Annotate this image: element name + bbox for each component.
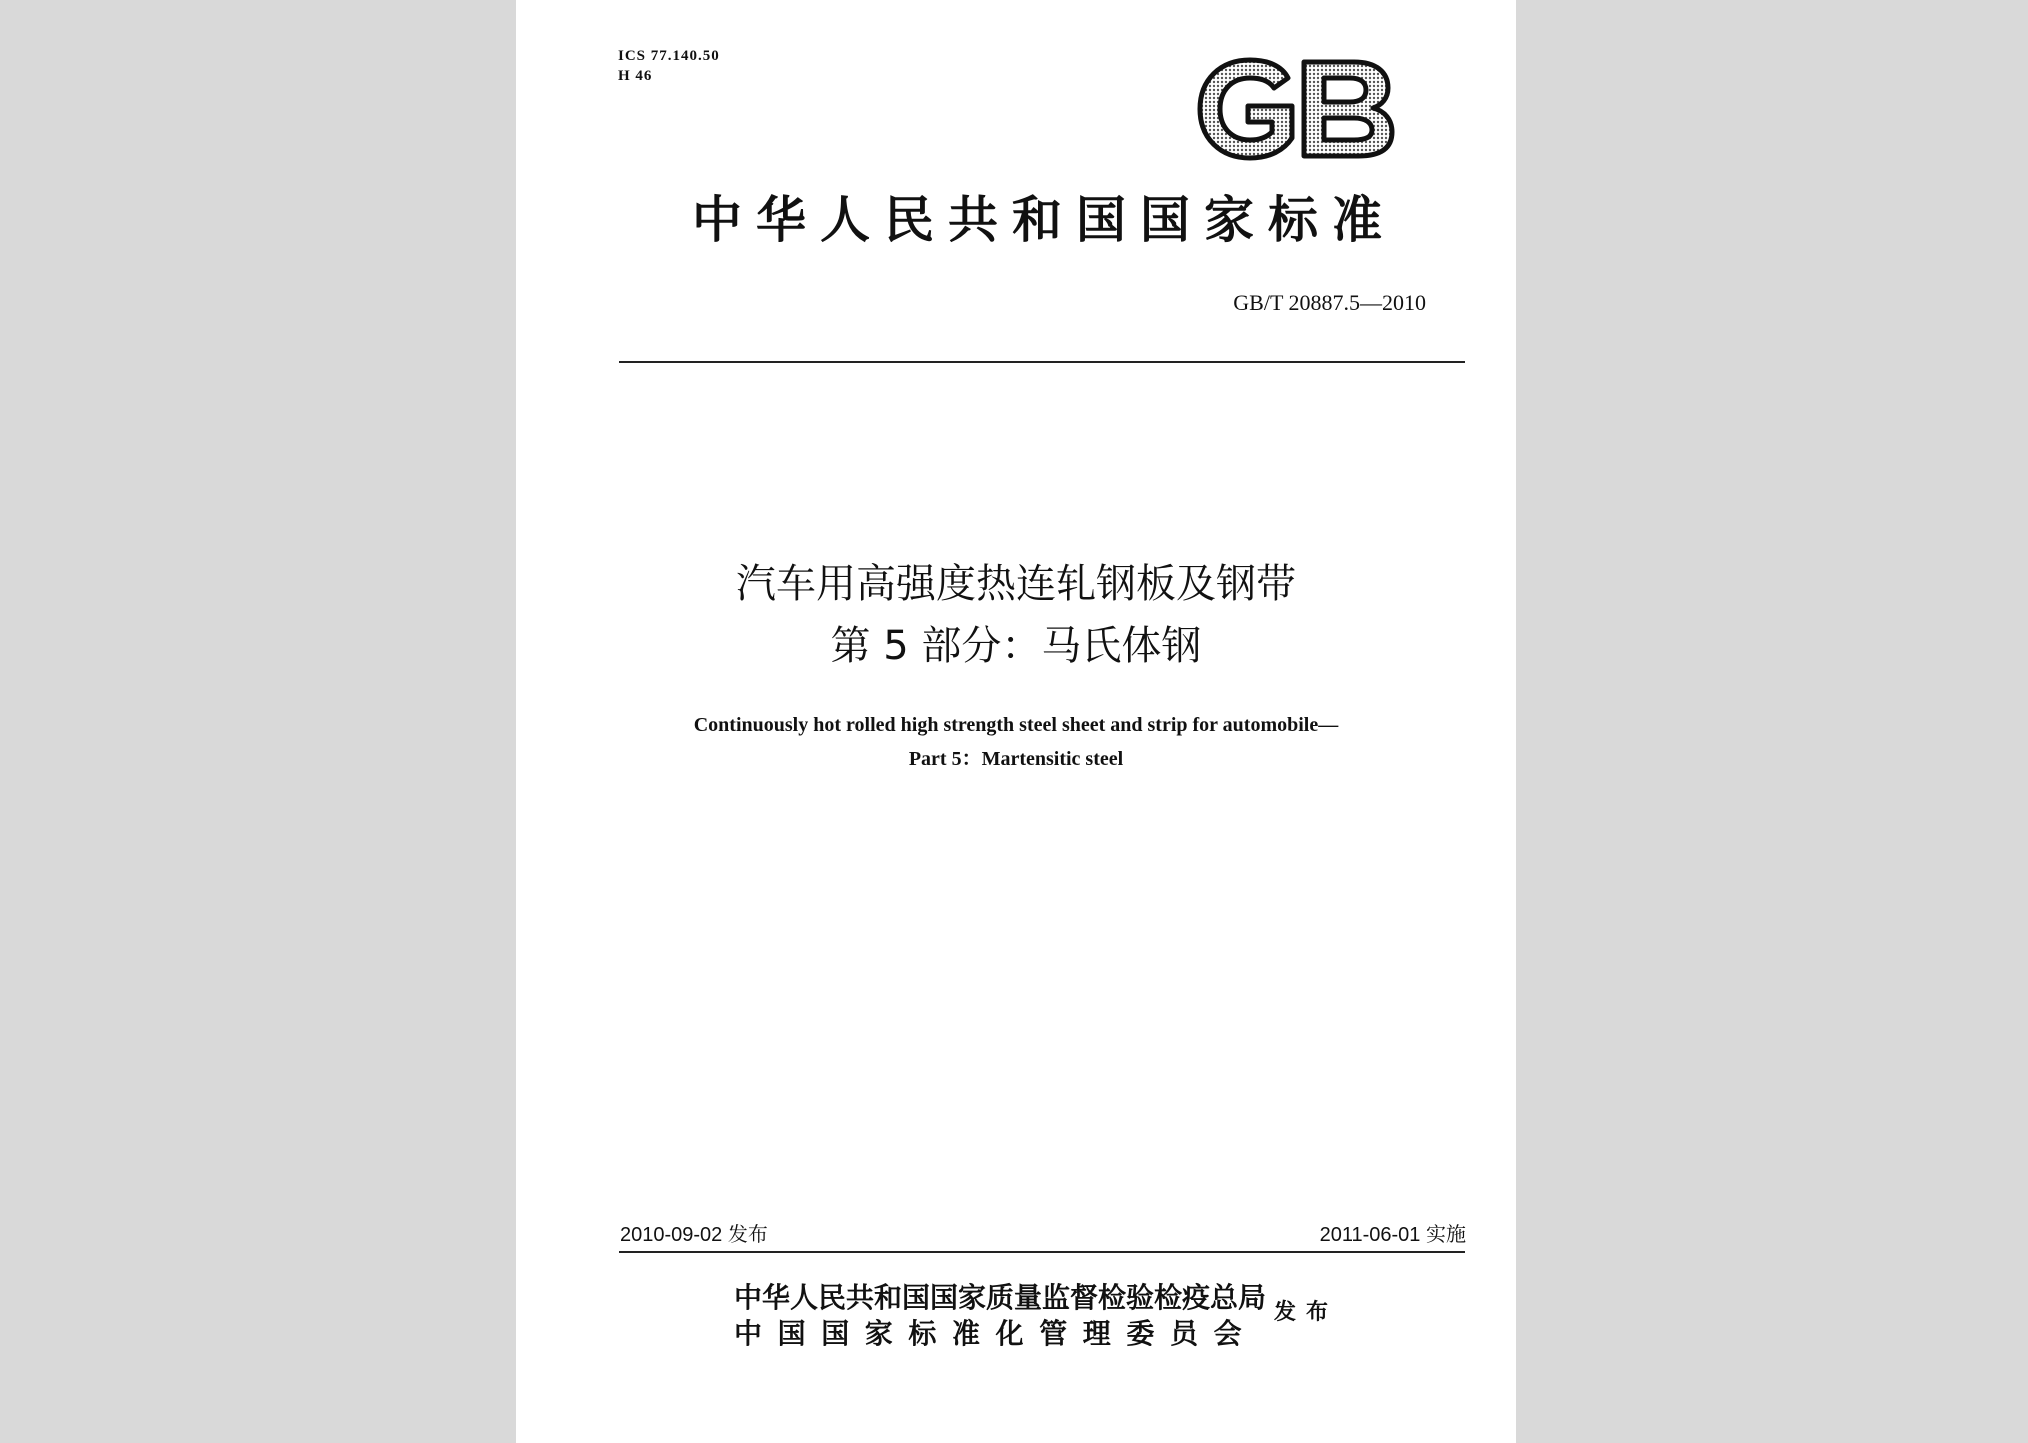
issuer-aqsiq: 中华人民共和国国家质量监督检验检疫总局 xyxy=(734,1281,1267,1314)
standard-number: GB/T 20887.5—2010 xyxy=(1233,290,1426,315)
footer-divider xyxy=(619,1251,1465,1253)
title-cn-line1: 汽车用高强度热连轧钢板及钢带 xyxy=(736,561,1296,607)
header-divider xyxy=(619,361,1465,363)
ics-code: ICS 77.140.50 xyxy=(618,48,720,64)
implementation-date: 2011-06-01 实施 xyxy=(1319,1224,1466,1246)
issuer-sac: 中国国家标准化管理委员会 xyxy=(734,1317,1258,1350)
title-en-line1: Continuously hot rolled high strength steel sheet and strip for automobile— xyxy=(693,714,1339,736)
ccs-code: H 46 xyxy=(618,68,653,84)
national-standard-heading: 中华人民共和国国家标准 xyxy=(692,191,1396,249)
document-page xyxy=(516,0,1516,1443)
gb-logo xyxy=(1192,56,1398,162)
title-en-line2: Part 5：Martensitic steel xyxy=(908,748,1124,770)
issue-date: 2010-09-02 发布 xyxy=(620,1224,768,1246)
publish-label: 发布 xyxy=(1274,1300,1339,1325)
title-cn-line2: 第 5 部分：马氏体钢 xyxy=(830,623,1202,669)
classification-codes xyxy=(618,46,720,86)
